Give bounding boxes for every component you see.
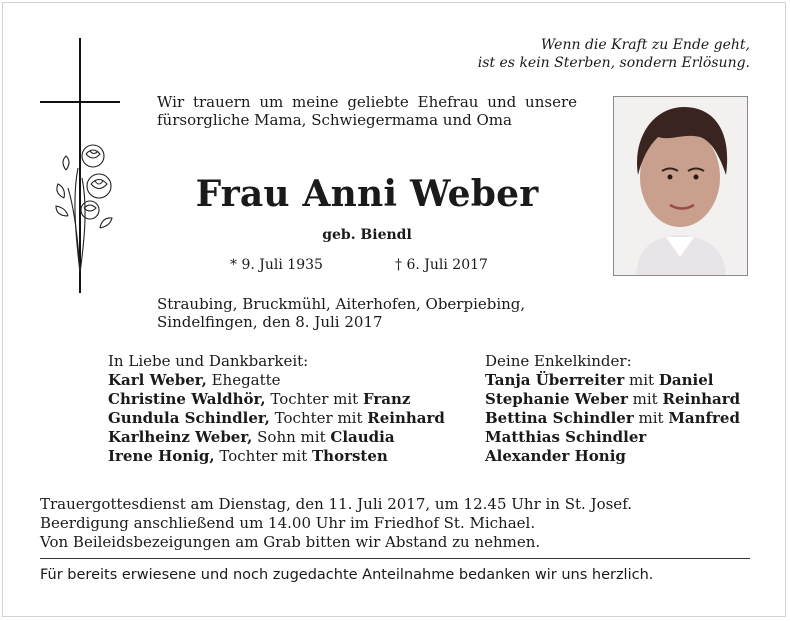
person-name: Bettina Schindler: [485, 409, 634, 427]
service-line: Trauergottesdienst am Dienstag, den 11. Juli 2017, um 12.45 Uhr in St. Josef.: [40, 495, 632, 513]
birth-date: * 9. Juli 1935: [230, 257, 323, 273]
person-name: Reinhard: [662, 390, 741, 408]
grandchild-row: [485, 428, 740, 447]
grandchild-row: [485, 447, 740, 466]
motto-line: Wenn die Kraft zu Ende geht,: [540, 37, 750, 53]
motto-line: ist es kein Sterben, sondern Erlösung.: [477, 55, 750, 71]
family-member-row: [108, 447, 445, 466]
cross-with-roses-icon: [38, 38, 128, 293]
grandchild-row: [485, 371, 740, 390]
relation-text: Ehegatte: [206, 371, 281, 389]
grandchild-row: [485, 390, 740, 409]
places-line: Straubing, Bruckmühl, Aiterhofen, Oberpiebing,: [157, 295, 526, 313]
person-name: Franz: [362, 390, 411, 408]
family-member-row: [108, 371, 445, 390]
person-name: Irene Honig,: [108, 447, 215, 465]
relation-text: mit: [633, 409, 669, 427]
grandchildren-heading: Deine Enkelkinder:: [485, 352, 632, 370]
service-line: Von Beileidsbezeigungen am Grab bitten wir Abstand zu nehmen.: [40, 533, 541, 551]
person-name: Claudia: [330, 428, 395, 446]
portrait-photo: [613, 96, 748, 276]
person-name: Christine Waldhör,: [108, 390, 266, 408]
maiden-name: geb. Biendl: [322, 227, 412, 243]
person-name: Karlheinz Weber,: [108, 428, 253, 446]
person-name: Tanja Überreiter: [485, 371, 625, 389]
person-name: Stephanie Weber: [485, 390, 628, 408]
service-info: [40, 495, 760, 552]
person-name: Reinhard: [367, 409, 445, 427]
person-name: Daniel: [658, 371, 714, 389]
motto-quote: [420, 36, 750, 72]
deceased-name: Frau Anni Weber: [195, 173, 539, 215]
person-name: Thorsten: [312, 447, 388, 465]
person-name: Matthias Schindler: [485, 428, 647, 446]
thanks-text: Für bereits erwiesene und noch zugedachte Anteilnahme bedanken wir uns herzlich.: [40, 567, 654, 583]
relation-text: Sohn mit: [252, 428, 331, 446]
relation-text: Tochter mit: [269, 409, 368, 427]
service-line: Beerdigung anschließend um 14.00 Uhr im Friedhof St. Michael.: [40, 514, 536, 532]
relation-text: Tochter mit: [214, 447, 313, 465]
relation-text: mit: [627, 390, 663, 408]
grandchild-row: [485, 409, 740, 428]
places-line: Sindelfingen, den 8. Juli 2017: [157, 313, 383, 331]
family-heading: In Liebe und Dankbarkeit:: [108, 352, 309, 370]
death-date: † 6. Juli 2017: [395, 257, 488, 273]
person-name: Alexander Honig: [485, 447, 626, 465]
places-and-date: [157, 295, 587, 331]
family-member-row: [108, 390, 445, 409]
intro-text: Wir trauern um meine geliebte Ehefrau und unsere fürsorgliche Mama, Schwiegermama und Oma: [157, 93, 577, 129]
person-name: Karl Weber,: [108, 371, 207, 389]
divider: [40, 558, 750, 559]
relation-text: mit: [624, 371, 659, 389]
grandchildren-list: [485, 352, 740, 466]
family-member-row: [108, 428, 445, 447]
person-name: Gundula Schindler,: [108, 409, 270, 427]
relation-text: Tochter mit: [265, 390, 363, 408]
family-member-row: [108, 409, 445, 428]
family-list: [108, 352, 445, 466]
person-name: Manfred: [668, 409, 740, 427]
